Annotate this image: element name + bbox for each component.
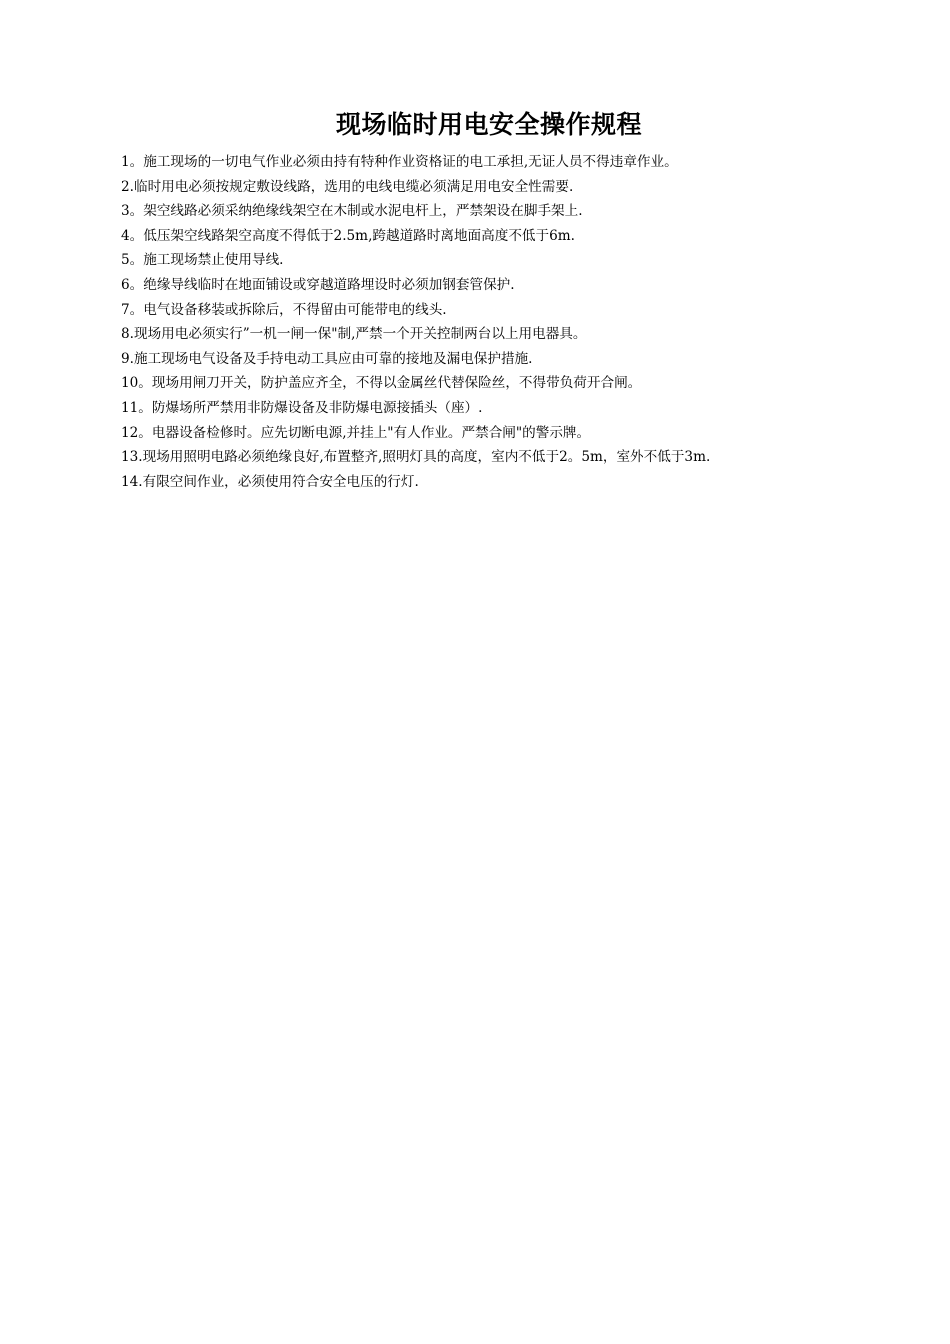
rule-item: 5。施工现场禁止使用导线. — [121, 252, 284, 269]
rule-item: 1。施工现场的一切电气作业必须由持有特种作业资格证的电工承担,无证人员不得违章作业。 — [121, 154, 678, 170]
rule-item: 14.有限空间作业，必须使用符合安全电压的行灯. — [121, 473, 419, 490]
rule-item: 3。架空线路必须采纳绝缘线架空在木制或水泥电杆上，严禁架设在脚手架上. — [121, 203, 583, 220]
rule-item: 2.临时用电必须按规定敷设线路，选用的电线电缆必须满足用电安全性需要. — [121, 178, 574, 195]
rule-item: 7。电气设备移装或拆除后，不得留由可能带电的线头. — [121, 301, 447, 318]
rule-item: 4。低压架空线路架空高度不得低于2.5m,跨越道路时离地面高度不低于6m. — [121, 227, 575, 244]
rule-item: 8.现场用电必须实行”一机一闸一保"制,严禁一个开关控制两台以上用电器具。 — [121, 326, 587, 343]
rule-item: 12。电器设备检修时。应先切断电源,并挂上"有人作业。严禁合闸"的警示牌。 — [121, 424, 591, 441]
rule-item: 9.施工现场电气设备及手持电动工具应由可靠的接地及漏电保护措施. — [121, 350, 533, 367]
rule-item: 13.现场用照明电路必须绝缘良好,布置整齐,照明灯具的高度，室内不低于2。5m，室外不低于3m. — [121, 449, 711, 466]
document-title: 现场临时用电安全操作规程 — [335, 110, 642, 139]
rule-item: 11。防爆场所严禁用非防爆设备及非防爆电源接插头（座）. — [121, 399, 483, 416]
rule-item: 6。绝缘导线临时在地面铺设或穿越道路埋设时必须加钢套管保护. — [121, 276, 515, 293]
rule-item: 10。现场用闸刀开关，防护盖应齐全，不得以金属丝代替保险丝，不得带负荷开合闸。 — [121, 375, 642, 392]
rules-list — [121, 150, 861, 494]
